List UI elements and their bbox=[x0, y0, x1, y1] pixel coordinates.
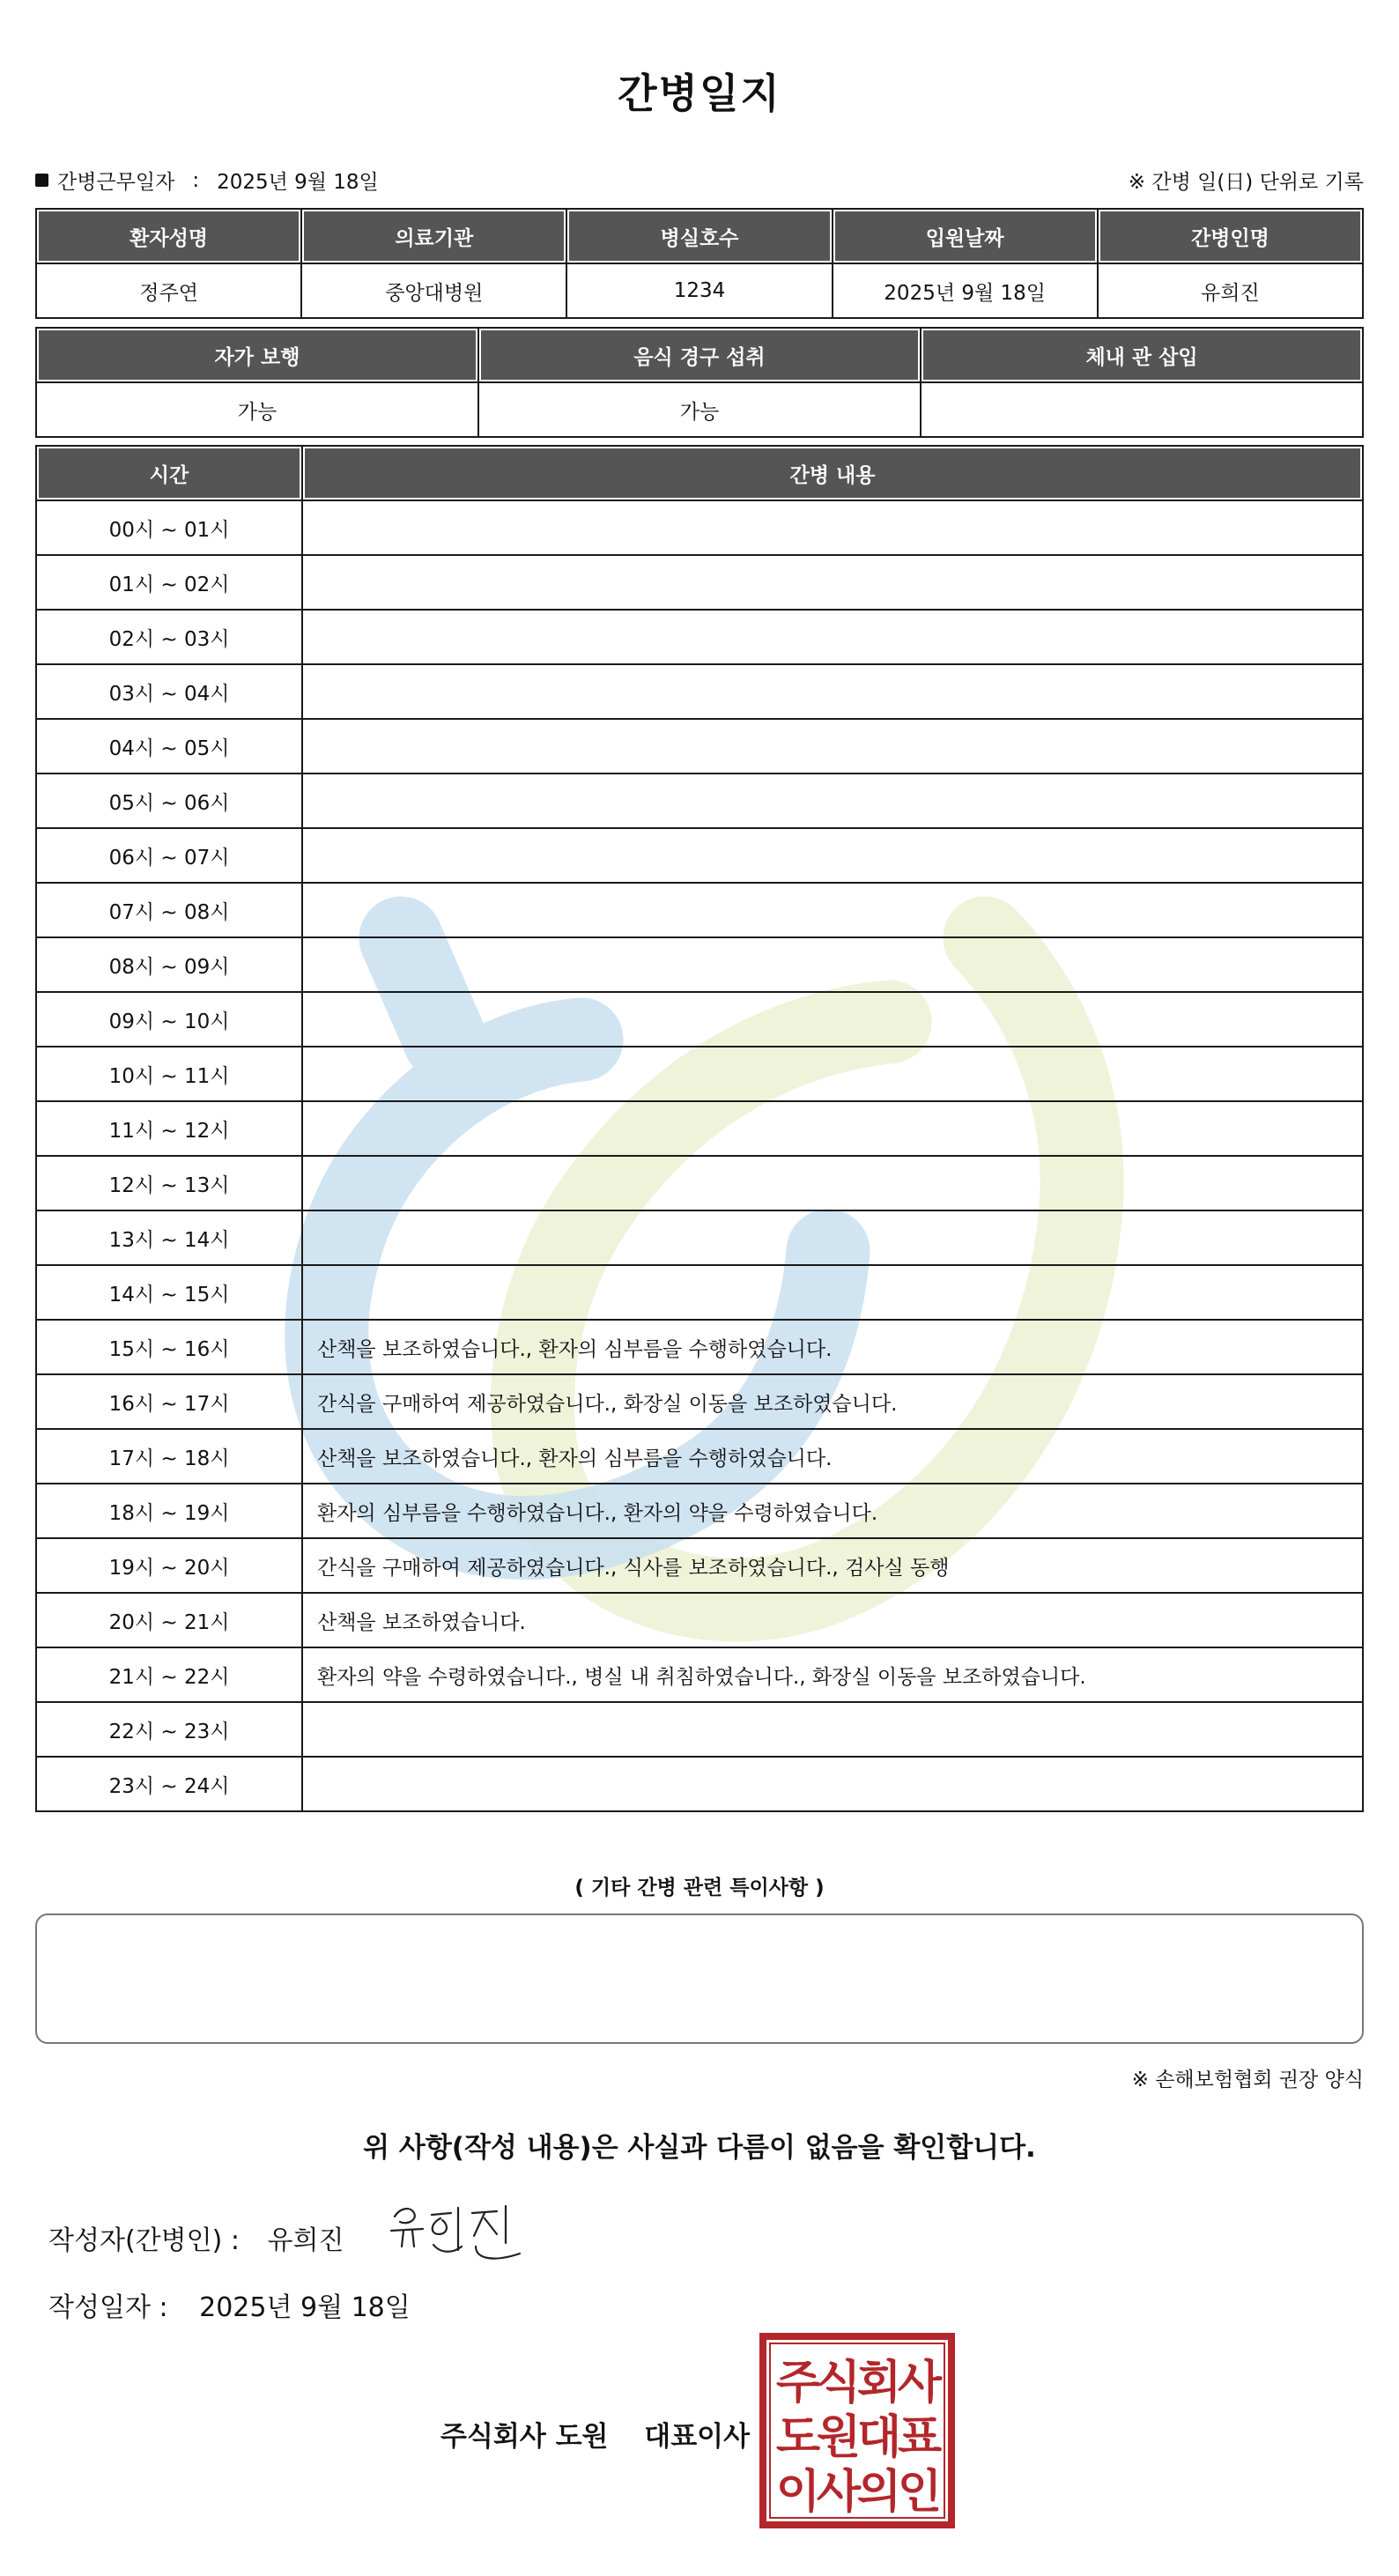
log-content-cell: 환자의 약을 수령하였습니다., 병실 내 취침하였습니다., 화장실 이동을 보조하였습니다. bbox=[302, 1647, 1363, 1702]
remarks-title: ( 기타 간병 관련 특이사항 ) bbox=[574, 1876, 825, 1899]
log-content-cell bbox=[302, 1702, 1363, 1757]
svg-text:사: 사 bbox=[897, 2357, 943, 2409]
log-content-cell bbox=[302, 610, 1363, 664]
log-content-cell bbox=[302, 1265, 1363, 1320]
room-number-value: 1234 bbox=[566, 263, 832, 318]
header-admission-date: 입원날짜 bbox=[833, 209, 1098, 263]
header-tube-insertion: 체내 관 삽입 bbox=[921, 328, 1363, 382]
log-row bbox=[36, 1702, 1363, 1757]
log-time-cell: 13시 ~ 14시 bbox=[36, 1210, 302, 1265]
hospital-value: 중앙대병원 bbox=[301, 263, 566, 318]
log-time-cell: 06시 ~ 07시 bbox=[36, 828, 302, 883]
header-care-content: 간병 내용 bbox=[302, 446, 1363, 500]
log-content-cell bbox=[302, 719, 1363, 774]
log-time-cell: 10시 ~ 11시 bbox=[36, 1047, 302, 1101]
remarks-box bbox=[35, 1913, 1364, 2044]
log-time-cell: 09시 ~ 10시 bbox=[36, 992, 302, 1047]
log-header-row bbox=[36, 446, 1363, 500]
header-time: 시간 bbox=[36, 446, 302, 500]
write-date-value: 2025년 9월 18일 bbox=[199, 2292, 411, 2323]
confirmation-statement: 위 사항(작성 내용)은 사실과 다름이 없음을 확인합니다. bbox=[363, 2132, 1036, 2164]
log-row bbox=[36, 992, 1363, 1047]
patient-name-value: 정주연 bbox=[36, 263, 301, 318]
log-row bbox=[36, 1429, 1363, 1484]
log-content-cell bbox=[302, 1156, 1363, 1210]
log-content-cell bbox=[302, 992, 1363, 1047]
work-date-label: 간병근무일자 bbox=[57, 171, 175, 194]
log-content-cell bbox=[302, 1757, 1363, 1811]
svg-text:사: 사 bbox=[816, 2466, 862, 2519]
svg-text:의: 의 bbox=[856, 2466, 902, 2519]
patient-info-table bbox=[35, 208, 1364, 319]
log-row bbox=[36, 1156, 1363, 1210]
log-time-cell: 22시 ~ 23시 bbox=[36, 1702, 302, 1757]
svg-text:주: 주 bbox=[775, 2357, 821, 2409]
log-time-cell: 18시 ~ 19시 bbox=[36, 1484, 302, 1538]
svg-text:인: 인 bbox=[897, 2466, 943, 2519]
tube-insertion-value bbox=[921, 382, 1363, 437]
header-hospital: 의료기관 bbox=[301, 209, 566, 263]
log-content-cell: 산책을 보조하였습니다., 환자의 심부름을 수행하였습니다. bbox=[302, 1429, 1363, 1484]
log-row bbox=[36, 1374, 1363, 1429]
log-content-cell bbox=[302, 937, 1363, 992]
log-row bbox=[36, 500, 1363, 555]
patient-info-value-row bbox=[36, 263, 1363, 318]
log-row bbox=[36, 1593, 1363, 1647]
company-line bbox=[440, 2414, 750, 2454]
work-date-line bbox=[35, 166, 379, 195]
log-row bbox=[36, 883, 1363, 937]
log-row bbox=[36, 828, 1363, 883]
log-row bbox=[36, 664, 1363, 719]
log-row bbox=[36, 719, 1363, 774]
log-content-cell: 간식을 구매하여 제공하였습니다., 화장실 이동을 보조하였습니다. bbox=[302, 1374, 1363, 1429]
log-time-cell: 19시 ~ 20시 bbox=[36, 1538, 302, 1593]
log-time-cell: 17시 ~ 18시 bbox=[36, 1429, 302, 1484]
writer-label: 작성자(간병인) : bbox=[48, 2225, 240, 2256]
log-time-cell: 23시 ~ 24시 bbox=[36, 1757, 302, 1811]
log-time-cell: 21시 ~ 22시 bbox=[36, 1647, 302, 1702]
svg-text:표: 표 bbox=[897, 2411, 943, 2464]
log-time-cell: 02시 ~ 03시 bbox=[36, 610, 302, 664]
oral-intake-value: 가능 bbox=[478, 382, 921, 437]
log-content-cell bbox=[302, 1047, 1363, 1101]
log-content-cell bbox=[302, 664, 1363, 719]
log-content-cell bbox=[302, 774, 1363, 828]
log-row bbox=[36, 555, 1363, 610]
log-row bbox=[36, 1101, 1363, 1156]
log-row bbox=[36, 1484, 1363, 1538]
writer-name: 유희진 bbox=[267, 2225, 344, 2256]
writer-line bbox=[48, 2218, 344, 2257]
document-title: 간병일지 bbox=[618, 70, 781, 117]
log-content-cell: 간식을 구매하여 제공하였습니다., 식사를 보조하였습니다., 검사실 동행 bbox=[302, 1538, 1363, 1593]
header-patient-name: 환자성명 bbox=[36, 209, 301, 263]
ability-header-row bbox=[36, 328, 1363, 382]
log-time-cell: 16시 ~ 17시 bbox=[36, 1374, 302, 1429]
log-time-cell: 12시 ~ 13시 bbox=[36, 1156, 302, 1210]
caregiver-name-value: 유희진 bbox=[1098, 263, 1363, 318]
work-date-value: 2025년 9월 18일 bbox=[217, 171, 379, 194]
header-caregiver-name: 간병인명 bbox=[1098, 209, 1363, 263]
admission-date-value: 2025년 9월 18일 bbox=[833, 263, 1098, 318]
log-content-cell bbox=[302, 883, 1363, 937]
handwritten-signature bbox=[388, 2192, 529, 2271]
patient-ability-table bbox=[35, 327, 1364, 438]
log-row bbox=[36, 1538, 1363, 1593]
log-time-cell: 03시 ~ 04시 bbox=[36, 664, 302, 719]
svg-text:식: 식 bbox=[816, 2357, 862, 2409]
log-row bbox=[36, 1265, 1363, 1320]
log-time-cell: 04시 ~ 05시 bbox=[36, 719, 302, 774]
patient-info-header-row bbox=[36, 209, 1363, 263]
log-time-cell: 15시 ~ 16시 bbox=[36, 1320, 302, 1374]
header-oral-intake: 음식 경구 섭취 bbox=[478, 328, 921, 382]
log-content-cell: 산책을 보조하였습니다. bbox=[302, 1593, 1363, 1647]
svg-text:대: 대 bbox=[856, 2411, 902, 2464]
ceo-title: 대표이사 bbox=[644, 2421, 751, 2453]
log-row bbox=[36, 610, 1363, 664]
company-seal-stamp bbox=[758, 2331, 957, 2530]
log-row bbox=[36, 937, 1363, 992]
log-content-cell bbox=[302, 500, 1363, 555]
svg-text:이: 이 bbox=[775, 2466, 821, 2519]
square-bullet-icon bbox=[35, 174, 48, 187]
self-walking-value: 가능 bbox=[36, 382, 478, 437]
header-room-number: 병실호수 bbox=[566, 209, 832, 263]
log-time-cell: 01시 ~ 02시 bbox=[36, 555, 302, 610]
log-content-cell: 산책을 보조하였습니다., 환자의 심부름을 수행하였습니다. bbox=[302, 1320, 1363, 1374]
log-time-cell: 14시 ~ 15시 bbox=[36, 1265, 302, 1320]
log-content-cell bbox=[302, 1210, 1363, 1265]
log-row bbox=[36, 1210, 1363, 1265]
log-time-cell: 00시 ~ 01시 bbox=[36, 500, 302, 555]
log-time-cell: 05시 ~ 06시 bbox=[36, 774, 302, 828]
form-note: ※ 손해보험협회 권장 양식 bbox=[1131, 2069, 1364, 2091]
write-date-line bbox=[48, 2285, 411, 2324]
svg-text:도: 도 bbox=[775, 2411, 821, 2464]
log-row bbox=[36, 1320, 1363, 1374]
log-content-cell bbox=[302, 555, 1363, 610]
svg-text:회: 회 bbox=[856, 2357, 902, 2409]
hourly-care-log-table bbox=[35, 445, 1364, 1812]
header-self-walking: 자가 보행 bbox=[36, 328, 478, 382]
ability-value-row bbox=[36, 382, 1363, 437]
log-time-cell: 20시 ~ 21시 bbox=[36, 1593, 302, 1647]
log-content-cell bbox=[302, 1101, 1363, 1156]
log-time-cell: 11시 ~ 12시 bbox=[36, 1101, 302, 1156]
svg-text:원: 원 bbox=[816, 2411, 862, 2464]
log-content-cell bbox=[302, 828, 1363, 883]
write-date-label: 작성일자 : bbox=[48, 2292, 168, 2323]
log-row bbox=[36, 1647, 1363, 1702]
log-time-cell: 08시 ~ 09시 bbox=[36, 937, 302, 992]
work-date-separator: : bbox=[192, 168, 200, 192]
log-row bbox=[36, 774, 1363, 828]
unit-note: ※ 간병 일(日) 단위로 기록 bbox=[1128, 171, 1364, 194]
log-row bbox=[36, 1757, 1363, 1811]
log-time-cell: 07시 ~ 08시 bbox=[36, 883, 302, 937]
company-name: 주식회사 도원 bbox=[440, 2421, 609, 2453]
log-content-cell: 환자의 심부름을 수행하였습니다., 환자의 약을 수령하였습니다. bbox=[302, 1484, 1363, 1538]
log-row bbox=[36, 1047, 1363, 1101]
